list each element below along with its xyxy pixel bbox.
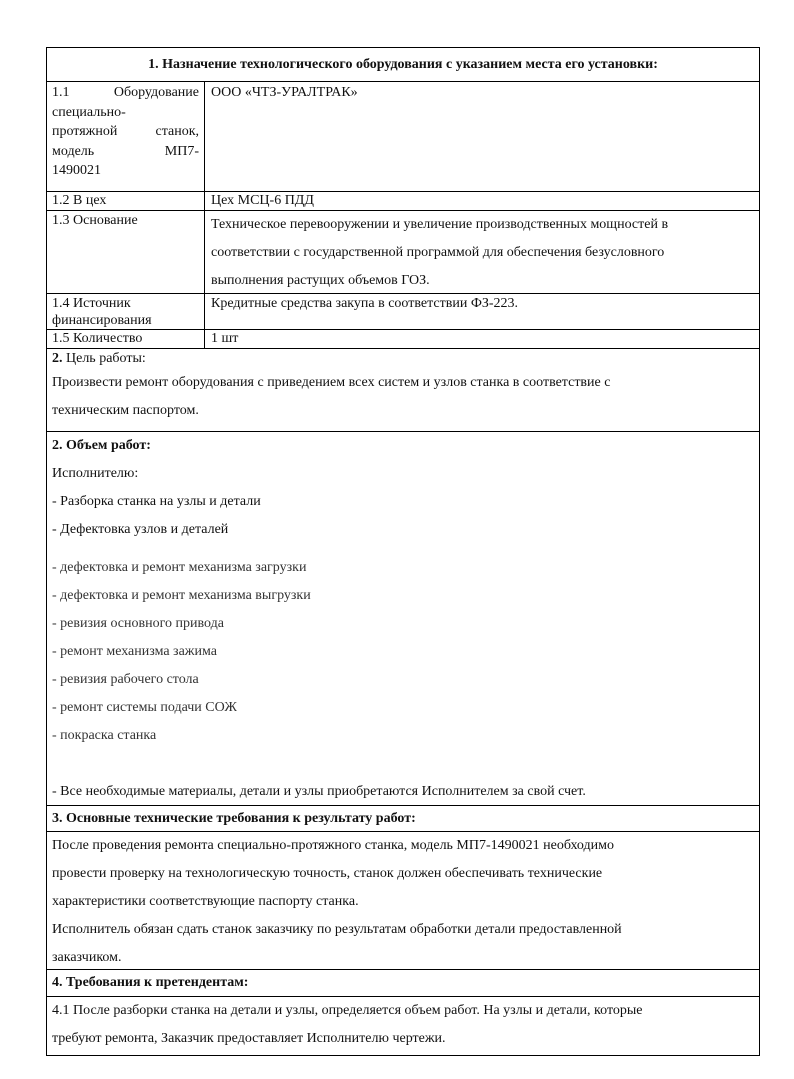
applicants-section xyxy=(47,996,759,1055)
applicants-line: 4.1 После разборки станка на детали и узлы, определяется объем работ. На узлы и детали, которые xyxy=(52,1003,643,1018)
basis-line: Техническое перевооружении и увеличение производственных мощностей в xyxy=(211,217,669,232)
scope-subitem: - дефектовка и ремонт механизма выгрузки xyxy=(52,588,311,603)
goal-line: техническим паспортом. xyxy=(52,403,199,418)
funding-label-line: финансирования xyxy=(52,313,152,328)
scope-section xyxy=(47,431,759,805)
scope-item: - Дефектовка узлов и деталей xyxy=(52,522,229,537)
quantity-label: 1.5 Количество xyxy=(47,330,205,348)
requirements-line: характеристики соответствующие паспорту станка. xyxy=(52,894,359,909)
equipment-label-line: 1490021 xyxy=(52,163,101,178)
requirements-line: Исполнитель обязан сдать станок заказчику по результатам обработки детали предоставленной xyxy=(52,922,622,937)
row-funding xyxy=(47,293,759,329)
scope-note: - Все необходимые материалы, детали и узлы приобретаются Исполнителем за свой счет. xyxy=(52,784,586,799)
basis-line: выполнения растущих объемов ГОЗ. xyxy=(211,273,430,288)
row-equipment xyxy=(47,81,759,191)
scope-subitem: - ревизия основного привода xyxy=(52,616,224,631)
equipment-label xyxy=(47,82,205,191)
requirements-title: 3. Основные технические требования к результату работ: xyxy=(52,811,416,826)
equipment-value: ООО «ЧТЗ-УРАЛТРАК» xyxy=(211,85,358,100)
row-quantity xyxy=(47,329,759,348)
equipment-label-line: модель МП7- xyxy=(52,143,199,159)
requirements-title-row xyxy=(47,805,759,831)
scope-intro: Исполнителю: xyxy=(52,466,139,481)
applicants-line: требуют ремонта, Заказчик предоставляет Исполнителю чертежи. xyxy=(52,1031,446,1046)
basis-line: соответствии с государственной программой для обеспечения безусловного xyxy=(211,245,665,260)
section-1-title: 1. Назначение технологического оборудования с указанием места его установки: xyxy=(148,56,658,72)
goal-title-text: Цель работы: xyxy=(62,351,146,366)
requirements-line: заказчиком. xyxy=(52,950,122,965)
goal-section xyxy=(47,348,759,431)
scope-title: 2. Объем работ: xyxy=(52,438,151,453)
scope-subitem: - ремонт системы подачи СОЖ xyxy=(52,700,237,715)
goal-line: Произвести ремонт оборудования с приведением всех систем и узлов станка в соответствие с xyxy=(52,375,611,390)
funding-value: Кредитные средства закупа в соответствии ФЗ-223. xyxy=(211,296,519,311)
basis-value xyxy=(205,211,759,293)
equipment-label-line: протяжной станок, xyxy=(52,124,199,139)
row-basis xyxy=(47,210,759,293)
requirements-section xyxy=(47,831,759,969)
requirements-line: провести проверку на технологическую точность, станок должен обеспечивать технические xyxy=(52,866,603,881)
row-workshop xyxy=(47,191,759,210)
scope-subitem: - ремонт механизма зажима xyxy=(52,644,217,659)
workshop-value: Цех МСЦ-6 ПДД xyxy=(211,193,314,208)
equipment-label-line: специально- xyxy=(52,104,126,120)
requirements-line: После проведения ремонта специально-протяжного станка, модель МП7-1490021 необходимо xyxy=(52,838,614,853)
basis-label: 1.3 Основание xyxy=(47,211,205,293)
scope-subitem: - ревизия рабочего стола xyxy=(52,672,199,687)
applicants-title: 4. Требования к претендентам: xyxy=(52,975,249,990)
scope-subitem: - покраска станка xyxy=(52,728,157,743)
document-table xyxy=(46,47,760,1056)
applicants-title-row xyxy=(47,969,759,996)
workshop-label: 1.2 В цех xyxy=(47,192,205,210)
scope-subitem: - дефектовка и ремонт механизма загрузки xyxy=(52,560,307,575)
funding-label-line: 1.4 Источник xyxy=(52,296,131,311)
funding-label xyxy=(47,294,205,329)
quantity-value: 1 шт xyxy=(211,331,239,346)
goal-title-number: 2. xyxy=(52,351,63,366)
goal-title xyxy=(52,349,754,369)
equipment-label-line: 1.1 Оборудование xyxy=(52,85,199,100)
scope-item: - Разборка станка на узлы и детали xyxy=(52,494,261,509)
